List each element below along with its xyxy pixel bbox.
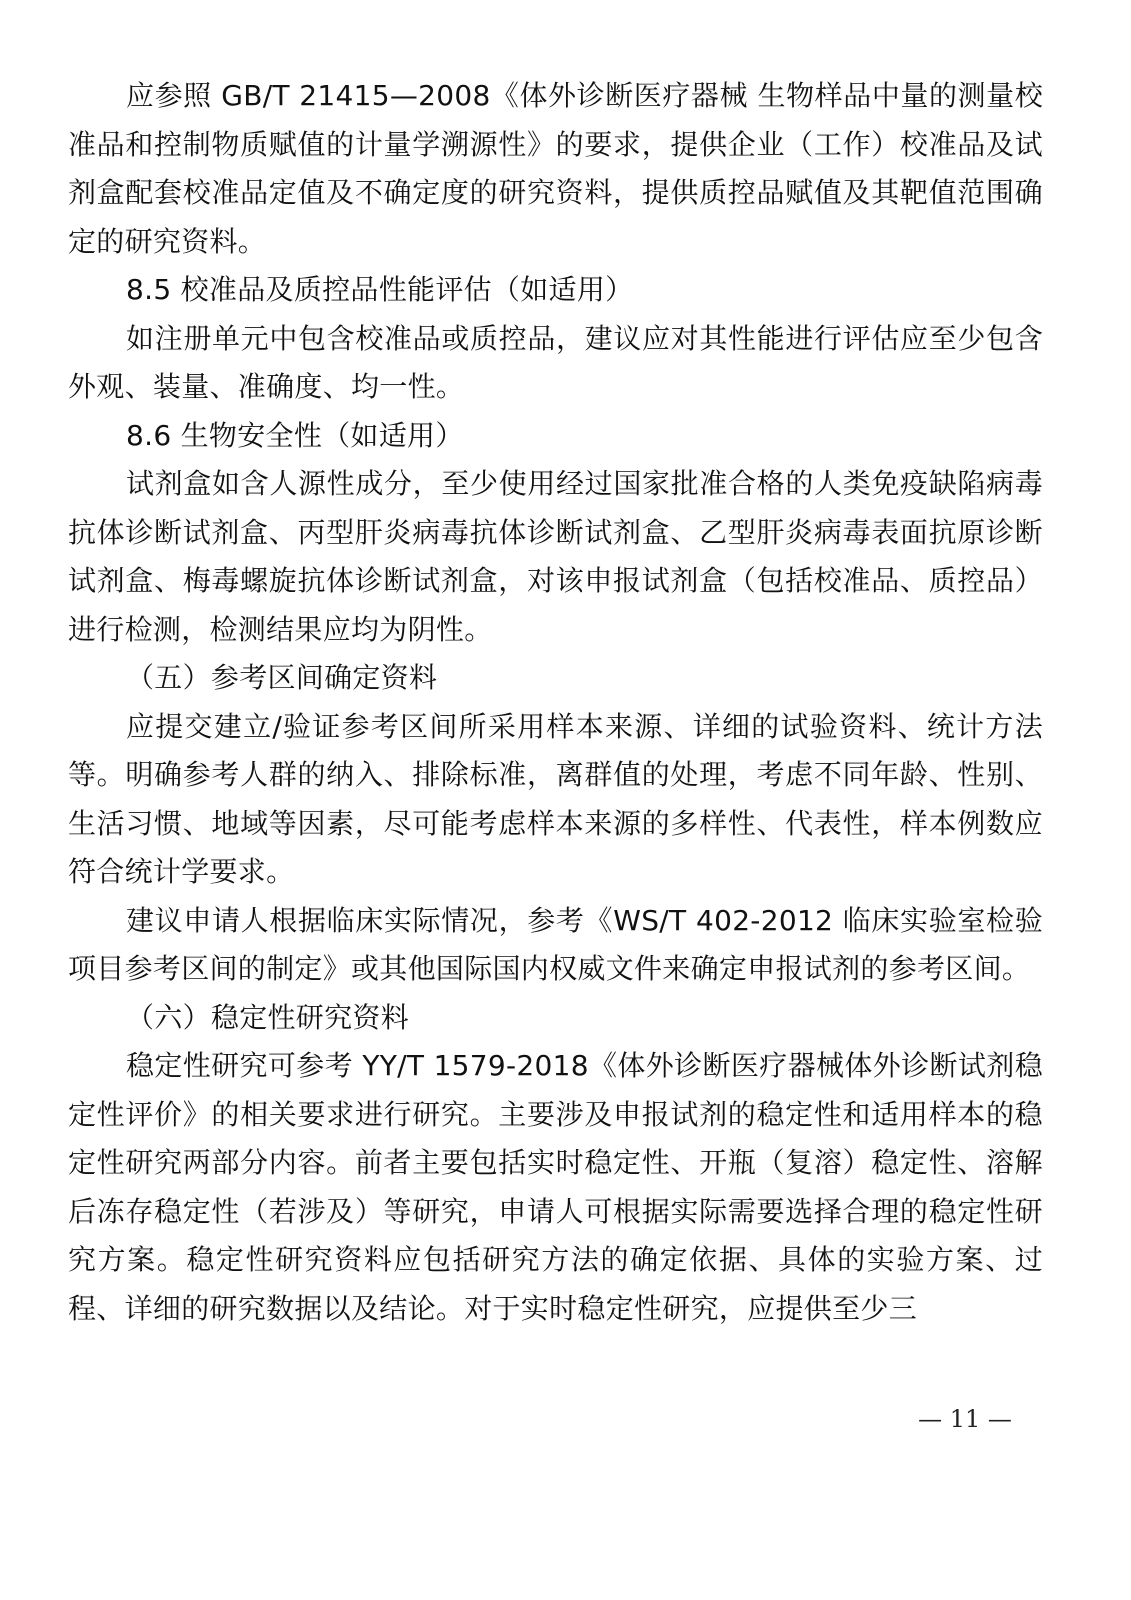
paragraph-biosafety: 试剂盒如含人源性成分，至少使用经过国家批准合格的人类免疫缺陷病毒抗体诊断试剂盒、丙型肝炎病毒抗体诊断试剂盒、乙型肝炎病毒表面抗原诊断试剂盒、梅毒螺旋抗体诊断试剂盒，对该申报试剂盒（包括校准品、质控品）进行检测，检测结果应均为阴性。 [68,467,1043,646]
paragraph-stability: 稳定性研究可参考 YY/T 1579-2018《体外诊断医疗器械体外诊断试剂稳定性评价》的相关要求进行研究。主要涉及申报试剂的稳定性和适用样本的稳定性研究两部分内容。前者主要包括实时稳定性、开瓶（复溶）稳定性、溶解后冻存稳定性（若涉及）等研究，申请人可根据实际需要选择合理的稳定性研究方案。稳定性研究资料应包括研究方法的确定依据、具体的实验方案、过程、详细的研究数据以及结论。对于实时稳定性研究，应提供至少三 [68,1049,1043,1325]
heading-8-6: 8.6 生物安全性（如适用） [126,418,464,452]
heading-section-6: （六）稳定性研究资料 [126,1000,410,1034]
paragraph-calibrator-evaluation: 如注册单元中包含校准品或质控品，建议应对其性能进行评估应至少包含外观、装量、准确度、均一性。 [68,321,1043,403]
document-body [68,72,1043,1333]
heading-8-5: 8.5 校准品及质控品性能评估（如适用） [126,273,634,306]
paragraph-reference-interval-suggestion: 建议申请人根据临床实际情况，参考《WS/T 402-2012 临床实验室检验项目参考区间的制定》或其他国际国内权威文件来确定申报试剂的参考区间。 [68,903,1043,985]
paragraph-reference-interval: 应提交建立/验证参考区间所采用样本来源、详细的试验资料、统计方法等。明确参考人群的纳入、排除标准，离群值的处理，考虑不同年龄、性别、生活习惯、地域等因素，尽可能考虑样本来源的多样性、代表性，样本例数应符合统计学要求。 [68,709,1043,888]
heading-section-5: （五）参考区间确定资料 [126,661,438,694]
paragraph-traceability: 应参照 GB/T 21415—2008《体外诊断医疗器械 生物样品中量的测量校准品和控制物质赋值的计量学溯源性》的要求，提供企业（工作）校准品及试剂盒配套校准品定值及不确定度的研究资料，提供质控品赋值及其靶值范围确定的研究资料。 [68,79,1043,258]
page-number: — 11 — [918,1405,1012,1433]
